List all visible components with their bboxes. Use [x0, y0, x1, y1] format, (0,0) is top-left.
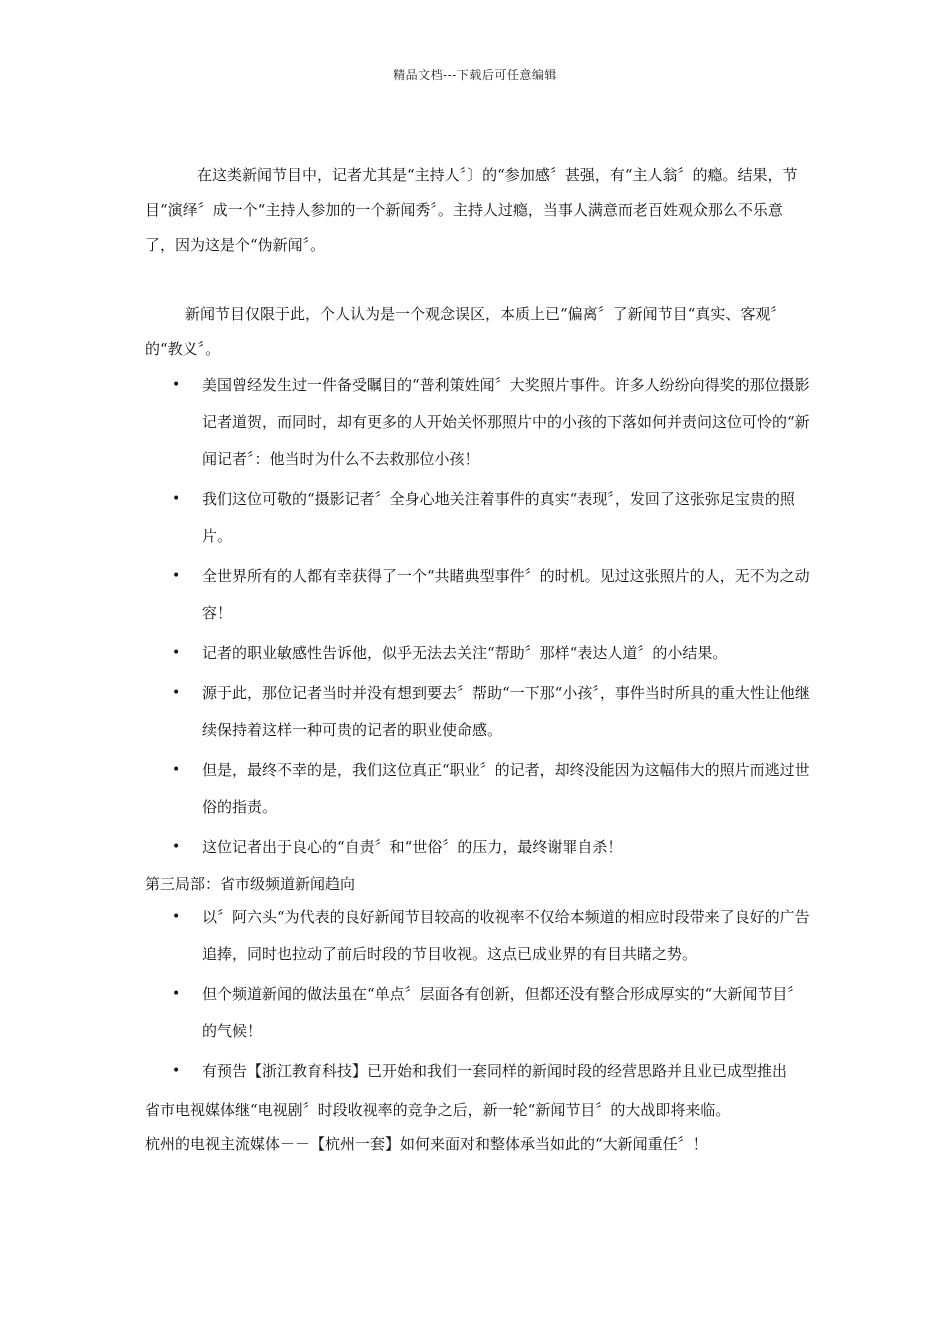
list-item: [145, 481, 810, 555]
bullet-icon: •: [172, 986, 181, 1002]
closing-line-1: 省市电视媒体继“电视剧〞时段收视率的竞争之后，新一轮“新闻节目〞的大战即将来临。: [145, 1101, 731, 1119]
list-item: [145, 635, 810, 672]
paragraph-2: 新闻节目仅限于此，个人认为是一个观念误区，本质上已“偏离〞了新闻节目“真实、客观〞的“教义〞。: [145, 305, 786, 358]
paragraph-1: 在这类新闻节目中，记者尤其是“主持人〞〕的“参加感〞甚强，有“主人翁〞的瘾。结果，节目“演绎〞成一个“主持人参加的一个新闻秀〞。主持人过瘾，当事人满意而老百姓观众那么不乐意了，因为这是个“伪新闻〞。: [145, 166, 798, 254]
list-item-text: 这位记者出于良心的“自责〞和“世俗〞的压力，最终谢罪自杀！: [202, 838, 623, 856]
list-item-text: 我们这位可敬的“摄影记者〞全身心地关注着事件的真实“表现〞，发回了这张弥足宝贵的照片。: [202, 490, 795, 545]
bullet-icon: •: [172, 909, 181, 925]
page-header: 精品文档---下载后可任意编辑: [393, 68, 557, 82]
list-item-text: 记者的职业敏感性告诉他，似乎无法去关注“帮助〞那样“表达人道〞的小结果。: [202, 644, 728, 662]
list-item-text: 有预告【浙江教育科技】已开始和我们一套同样的新闻时段的经营思路并且业已成型推出: [202, 1062, 788, 1080]
bullet-icon: •: [172, 1063, 181, 1079]
list-item-text: 美国曾经发生过一件备受瞩目的“普利策姓闻〞大奖照片事件。许多人纷纷向得奖的那位摄影记者道贺，而同时，却有更多的人开始关怀那照片中的小孩的下落如何并责问这位可怜的“新闻记者〞：他当时为什么不去救那位小孩！: [202, 376, 810, 468]
closing-line-2: 杭州的电视主流媒体－－【杭州一套】如何来面对和整体承当如此的“大新闻重任〞！: [145, 1135, 708, 1153]
bullet-icon: •: [172, 568, 181, 584]
section-heading: 第三局部：省市级频道新闻趋向: [145, 875, 356, 893]
list-item: [145, 829, 810, 866]
list-item-text: 以〞阿六头“为代表的良好新闻节目较高的收视率不仅给本频道的相应时段带来了良好的广告追捧，同时也拉动了前后时段的节目收视。这点已成业界的有目共睹之势。: [202, 908, 810, 963]
paragraph-gap: [145, 263, 810, 297]
list-item: [145, 675, 810, 749]
document-body: [145, 158, 810, 1161]
list-item: [145, 976, 810, 1050]
list-item: [145, 558, 810, 632]
list-item-text: 但是，最终不幸的是，我们这位真正“职业〞的记者，却终没能因为这幅伟大的照片而逃过世俗的指责。: [202, 761, 810, 816]
list-item: [145, 367, 810, 478]
list-item-text: 但个频道新闻的做法虽在“单点〞层面各有创新，但都还没有整合形成厚实的“大新闻节目〞的气候！: [202, 985, 803, 1040]
bullet-icon: •: [172, 762, 181, 778]
list-item-text: 源于此，那位记者当时并没有想到要去〞帮助“一下那“小孩〞，事件当时所具的重大性让他继续保持着这样一种可贵的记者的职业使命感。: [202, 684, 810, 739]
bullet-list-2: [145, 899, 810, 1090]
bullet-icon: •: [172, 645, 181, 661]
list-item: [145, 1053, 810, 1090]
bullet-icon: •: [172, 377, 181, 393]
bullet-list-1: [145, 367, 810, 866]
bullet-icon: •: [172, 685, 181, 701]
bullet-icon: •: [172, 491, 181, 507]
list-item: [145, 899, 810, 973]
list-item-text: 全世界所有的人都有幸获得了一个“共睹典型事件〞的时机。见过这张照片的人，无不为之动容！: [202, 567, 810, 622]
bullet-icon: •: [172, 839, 181, 855]
list-item: [145, 752, 810, 826]
